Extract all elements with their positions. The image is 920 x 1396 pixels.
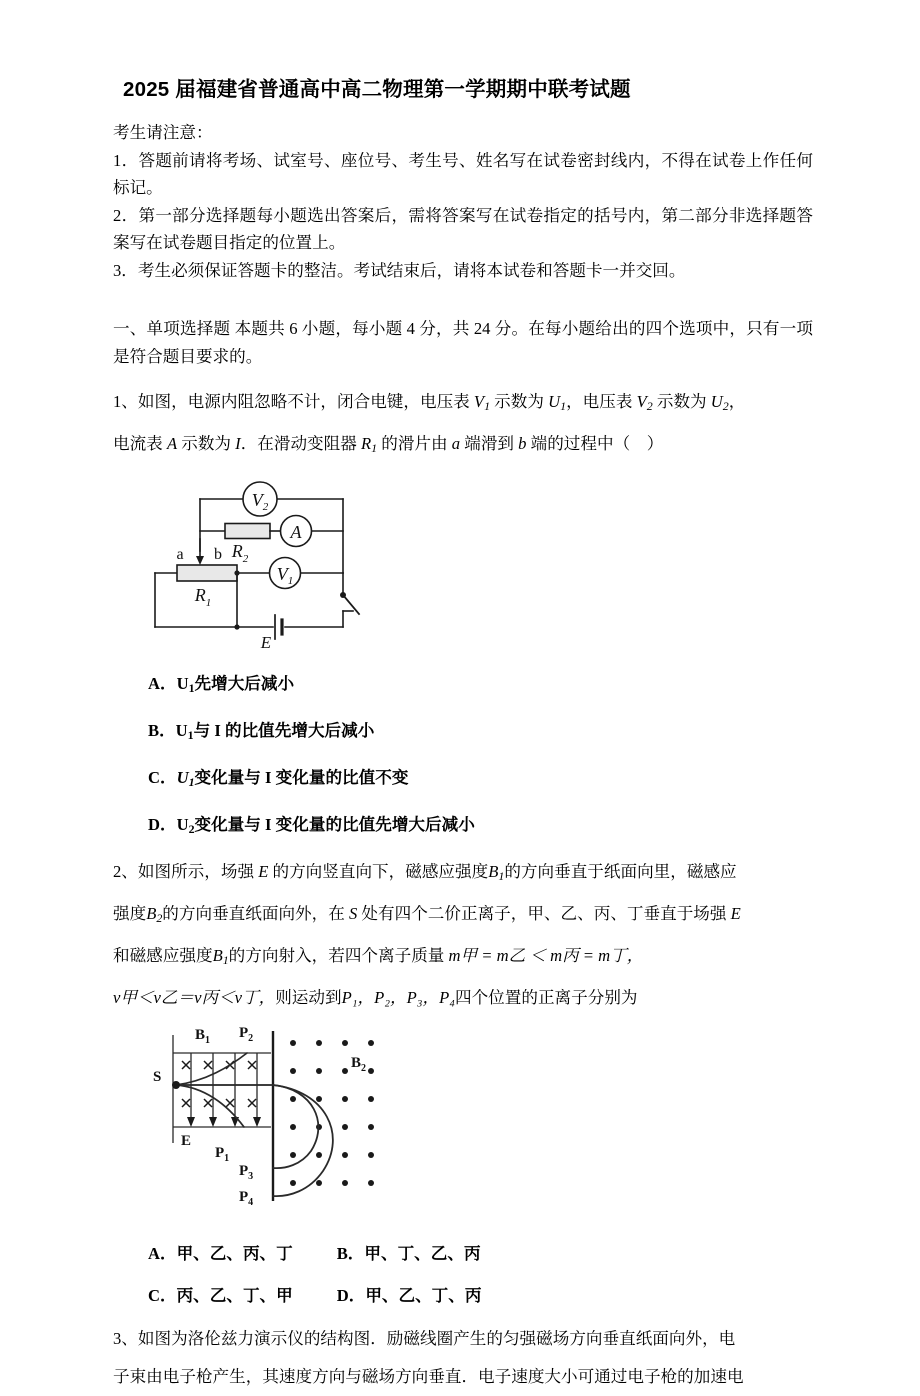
q2-opt-c-label: C． <box>148 1285 177 1305</box>
q1-stem-text-d: 示数为 <box>652 392 711 411</box>
question-1-option-d <box>148 814 813 840</box>
question-1-stem <box>113 383 813 425</box>
q3-l2: 子束由电子枪产生，其速度方向与磁场方向垂直．电子速度大小可通过电子枪的加速电 <box>113 1366 744 1386</box>
q1-current-symbol: I <box>235 433 241 453</box>
question-2-option-c <box>148 1286 293 1305</box>
q1-u2: U <box>710 392 723 411</box>
e-arrowhead-2 <box>209 1117 217 1127</box>
label-P4: $P_4$ <box>239 1188 254 1208</box>
question-2-stem-line4 <box>113 979 813 1017</box>
dot-icon <box>368 1180 374 1186</box>
circuit-diagram <box>145 477 505 649</box>
dot-icon <box>368 1152 374 1158</box>
question-1-number: 1、 <box>113 392 138 411</box>
section-heading: 一、单项选择题 本题共 6 小题，每小题 4 分，共 24 分。在每小题给出的四个选项中，只有一项是符合题目要求的。 <box>113 319 813 366</box>
dot-icon <box>368 1068 374 1074</box>
question-2-stem-line1 <box>113 853 813 895</box>
q1-stem-text-b: 示数为 <box>490 392 549 411</box>
rheostat-r1-body <box>177 565 237 581</box>
dot-icon <box>316 1040 322 1046</box>
q2-field-B1b: B <box>212 945 223 965</box>
dot-icon <box>368 1124 374 1130</box>
q2-l1-a: 如图所示，场强 <box>137 861 259 881</box>
dot-icon <box>316 1068 322 1074</box>
label-S: S <box>153 1068 162 1085</box>
wiper-arrow-icon <box>196 556 204 565</box>
source-point-S <box>172 1081 180 1089</box>
q1-v2-sub: 2 <box>646 398 653 413</box>
b2-dot-group <box>290 1040 374 1186</box>
q2-l3-a: 和磁感应强度 <box>113 945 213 965</box>
q1-stem-text-e: ， <box>728 392 746 411</box>
junction-dot-lower <box>234 624 239 629</box>
dot-icon <box>342 1040 348 1046</box>
q2-field-E: E <box>258 861 269 881</box>
resistor-r2-label: $R_2$ <box>231 540 249 565</box>
q2-opt-c-text: 丙、乙、丁、甲 <box>176 1285 293 1305</box>
q1-opt-d-label: D． <box>148 814 177 834</box>
q1-stem-text-c: ，电压表 <box>566 392 637 411</box>
q1-u2-sub: 2 <box>722 398 729 413</box>
q1-l2-b: 示数为 <box>177 433 236 453</box>
question-3-stem-line2 <box>113 1358 813 1396</box>
arc-trajectory-outer <box>273 1085 333 1196</box>
dot-icon <box>342 1068 348 1074</box>
label-B1: $B_1$ <box>195 1026 211 1046</box>
q1-l2-c: ．在滑动变阻器 <box>240 433 361 453</box>
rheostat-r1-label: $R_1$ <box>194 584 212 609</box>
q1-l2-d: 的滑片由 <box>377 433 452 453</box>
battery-label: E <box>260 632 272 649</box>
dot-icon <box>316 1180 322 1186</box>
e-arrowhead-1 <box>187 1117 195 1127</box>
q2-mass-relation: m甲 = m乙 ＜ m丙 = m丁， <box>448 945 644 965</box>
dot-icon <box>290 1180 296 1186</box>
page-title: 2025 届福建省普通高中高二物理第一学期期中联考试题 <box>123 78 631 101</box>
question-2-stem-line3 <box>113 937 813 979</box>
q1-point-a: a <box>451 433 461 453</box>
dot-icon <box>290 1152 296 1158</box>
notice-heading: 考生请注意： <box>113 123 213 142</box>
q2-point-S: S <box>348 903 358 923</box>
dot-icon <box>368 1096 374 1102</box>
q1-opt-b-sub: 1 <box>187 727 194 742</box>
q2-l2-b: 的方向垂直纸面向外，在 <box>162 903 349 923</box>
label-E: E <box>181 1132 192 1149</box>
q2-field-B1: B <box>488 861 499 881</box>
label-P1: $P_1$ <box>215 1144 230 1164</box>
q1-opt-d-text: 变化量与 I 变化量的比值先增大后减小 <box>194 814 475 834</box>
resistor-r2-body <box>225 523 270 538</box>
terminal-a-label: a <box>176 545 184 563</box>
notice-item-3: 3．考生必须保证答题卡的整洁。考试结束后，请将本试卷和答题卡一并交回。 <box>113 260 686 280</box>
dot-icon <box>342 1096 348 1102</box>
q1-opt-c-text: 变化量与 I 变化量的比值不变 <box>194 767 409 787</box>
q2-field-B1-sub: 1 <box>498 868 505 883</box>
q2-l4-d: 四个位置的正离子分别为 <box>455 987 638 1007</box>
q2-l2-a: 强度 <box>113 903 147 923</box>
q1-opt-c-sub: 1 <box>188 774 195 789</box>
cross-icon-4 <box>248 1061 256 1069</box>
question-1-stem-line2 <box>113 425 813 467</box>
q2-opt-b-label: B． <box>336 1243 365 1263</box>
q1-r1-symbol: R <box>361 433 372 453</box>
q1-opt-d-sub: 2 <box>188 821 195 836</box>
q2-l3-b: 的方向射入，若四个离子质量 <box>228 945 449 965</box>
q1-u1-sub: 1 <box>560 398 567 413</box>
dot-icon <box>316 1096 322 1102</box>
q1-opt-b-text: 与 I 的比值先增大后减小 <box>193 720 375 740</box>
question-1-option-b <box>148 720 813 746</box>
q2-l4-b: 则运动到 <box>275 987 342 1007</box>
dot-icon <box>368 1040 374 1046</box>
question-2-options-row-1 <box>148 1243 813 1265</box>
notice-item-1: 1．答题前请将考场、试室号、座位号、考生号、姓名写在试卷密封线内，不得在试卷上作任何标记。 <box>113 150 813 197</box>
q1-l2-f: 端的过程中（ ） <box>526 433 664 453</box>
cross-icon-5 <box>182 1099 190 1107</box>
q1-stem-text-a: 如图，电源内阻忽略不计，闭合电键，电压表 <box>137 392 474 411</box>
question-2-options-row-2 <box>148 1285 813 1307</box>
label-P3: $P_3$ <box>239 1162 254 1182</box>
question-2-option-b <box>337 1244 481 1263</box>
question-2-figure-container <box>113 1023 813 1223</box>
q1-v2: V <box>636 392 647 411</box>
question-2-number: 2、 <box>113 861 138 881</box>
dot-icon <box>290 1040 296 1046</box>
q2-opt-a-text: 甲、乙、丙、丁 <box>176 1243 293 1263</box>
page-content <box>113 0 813 1396</box>
terminal-b-label: b <box>214 545 222 563</box>
switch-pivot-dot <box>340 592 346 598</box>
question-2-stem-line2 <box>113 895 813 937</box>
q1-point-b: b <box>518 433 527 453</box>
cross-icon-2 <box>204 1061 212 1069</box>
voltmeter-v2-label: $V_2$ <box>251 489 269 513</box>
q2-l1-c: 的方向垂直于纸面向里，磁感应 <box>504 861 737 881</box>
cross-icon-6 <box>204 1099 212 1107</box>
question-2-option-a <box>148 1244 293 1263</box>
question-3-stem-line1 <box>113 1320 813 1358</box>
junction-dot-upper <box>234 570 239 575</box>
q2-field-B2: B <box>146 903 157 923</box>
q3-l1: 如图为洛伦兹力演示仪的结构图．励磁线圈产生的匀强磁场方向垂直纸面向外，电 <box>137 1328 736 1348</box>
q1-opt-a-sub: 1 <box>188 680 195 695</box>
question-1-option-c <box>148 767 813 793</box>
q2-opt-d-label: D． <box>336 1285 366 1305</box>
q1-ammeter-symbol: A <box>166 433 178 453</box>
dot-icon <box>290 1096 296 1102</box>
e-arrowhead-4 <box>253 1117 261 1127</box>
q2-opt-d-text: 甲、乙、丁、丙 <box>365 1285 482 1305</box>
q1-l2-e: 端滑到 <box>460 433 519 453</box>
question-1-figure-container <box>113 477 813 652</box>
q2-opt-b-text: 甲、丁、乙、丙 <box>364 1243 481 1263</box>
question-3-number: 3、 <box>113 1328 138 1348</box>
label-B2: $B_2$ <box>351 1054 367 1074</box>
q1-opt-a-text: 先增大后减小 <box>194 673 295 693</box>
q1-opt-b-var: U <box>175 720 188 740</box>
dot-icon <box>290 1124 296 1130</box>
dot-icon <box>316 1152 322 1158</box>
cross-icon-8 <box>248 1099 256 1107</box>
q2-field-B2-sub: 2 <box>156 910 163 925</box>
q2-positions-list: P₁，P₂，P₃，P₄ <box>341 987 455 1007</box>
q2-velocity-relation: v甲＜v乙＝v丙＜v丁， <box>113 987 276 1007</box>
q2-l1-b: 的方向竖直向下，磁感应强度 <box>268 861 489 881</box>
q1-u1: U <box>548 392 561 411</box>
q2-field-B1b-sub: 1 <box>222 952 229 967</box>
dot-icon <box>342 1124 348 1130</box>
q1-opt-c-var: U <box>176 767 189 787</box>
question-1-option-a <box>148 673 813 699</box>
q1-l2-a: 电流表 <box>113 433 167 453</box>
q1-opt-c-label: C． <box>148 767 177 787</box>
q2-field-E2: E <box>730 903 741 923</box>
q1-r1-sub: 1 <box>371 440 378 455</box>
q1-opt-a-var: U <box>176 673 189 693</box>
field-diagram <box>151 1023 401 1219</box>
question-2-option-d <box>337 1286 482 1305</box>
q1-opt-a-label: A． <box>148 673 177 693</box>
cross-icon-1 <box>182 1061 190 1069</box>
q1-opt-b-label: B． <box>148 720 176 740</box>
q1-v1-sub: 1 <box>484 398 491 413</box>
dot-icon <box>342 1152 348 1158</box>
dot-icon <box>342 1180 348 1186</box>
q1-v1: V <box>473 392 485 411</box>
notice-item-2: 2．第一部分选择题每小题选出答案后，需将答案写在试卷指定的括号内，第二部分非选择题答案写在试卷题目指定的位置上。 <box>113 205 813 252</box>
ammeter-label: A <box>290 521 302 542</box>
dot-icon <box>290 1068 296 1074</box>
cross-icon-7 <box>226 1099 234 1107</box>
q2-opt-a-label: A． <box>148 1243 177 1263</box>
b1-cross-group <box>182 1061 256 1107</box>
label-P2: $P_2$ <box>239 1024 254 1044</box>
q2-l2-c: 处有四个二价正离子，甲、乙、丙、丁垂直于场强 <box>357 903 731 923</box>
voltmeter-v1-label: $V_1$ <box>276 563 294 587</box>
q1-opt-d-var: U <box>176 814 189 834</box>
